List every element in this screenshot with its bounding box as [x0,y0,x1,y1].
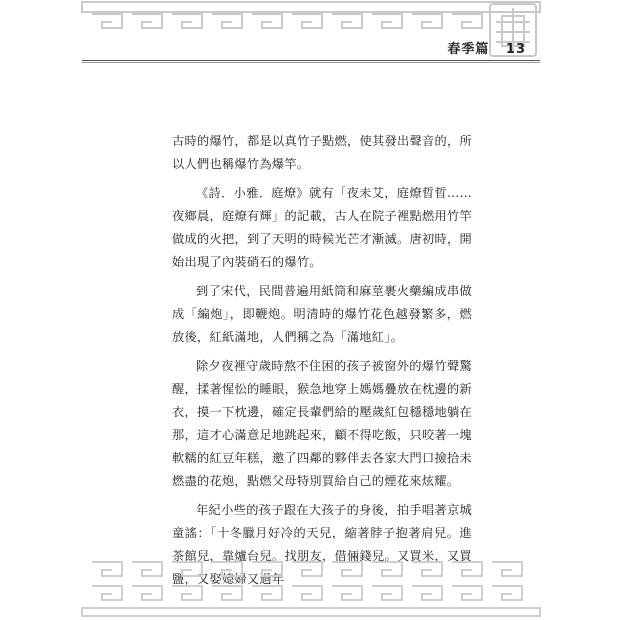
running-header [82,38,526,62]
body-text [172,130,472,597]
header-rule [82,60,540,61]
paragraph: 《詩．小雅．庭燎》就有「夜未艾，庭燎晢晢……夜鄉晨，庭燎有輝」的記載，古人在院子裡點燃用竹竿做成的火把，到了天明的時候光芒才漸滅。唐初時，開始出現了內裝硝石的爆竹。 [172,186,472,269]
header-rule-thin [82,62,540,63]
section-title: 春季篇 [447,42,490,57]
paragraph: 除夕夜裡守歲時熬不住困的孩子被窗外的爆竹聲驚醒，揉著惺忪的睡眼，猴急地穿上媽媽疊放在枕邊的新衣，摸一下枕邊，確定長輩們給的壓歲紅包穩穩地躺在那，這才心滿意足地跳起來，顧不得吃飯，只咬著一塊軟糯的紅豆年糕，邀了四鄰的夥伴去各家大門口撿拾未燃盡的花炮，點燃父母特別買給自己的煙花來炫耀。 [172,359,472,488]
bottom-lattice-border [0,556,620,620]
paragraph: 古時的爆竹，都是以真竹子點燃，使其發出聲音的，所以人們也稱爆竹為爆竿。 [172,134,472,171]
paragraph: 年紀小些的孩子跟在大孩子的身後，拍手唱著京城童謠：「十冬臘月好冷的天兒，縮著脖子抱著肩兒。進茶館兒，靠爐台兒。找朋友，借倆錢兒。又買米，又買鹽，又娶媳婦又過年 [172,503,472,586]
lattice-pattern-bottom [0,556,620,620]
page-number: 13 [505,42,526,57]
paragraph: 到了宋代，民間普遍用紙筒和麻莖裹火藥編成串做成「編炮」，即鞭炮。明清時的爆竹花色越發繁多，燃放後，紅紙滿地，人們稱之為「滿地紅」。 [172,284,472,344]
